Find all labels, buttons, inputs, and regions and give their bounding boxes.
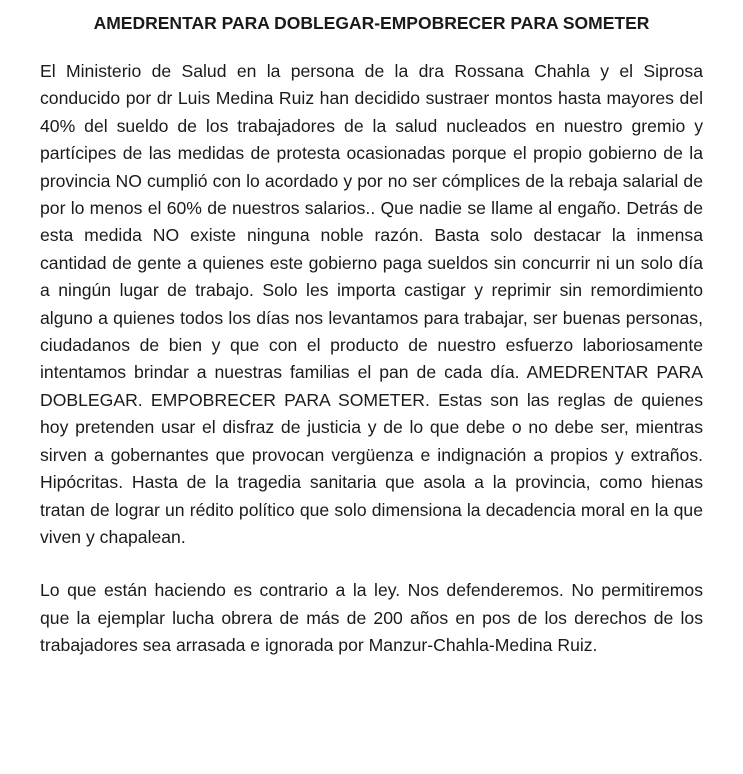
body-paragraph-1: El Ministerio de Salud en la persona de la dra Rossana Chahla y el Siprosa conducido por dr Luis Medina Ruiz han decidido sustraer montos hasta mayores del 40% del sueldo de los trabajadores de la salud nucleados en nuestro gremio y partícipes de las medidas de protesta ocasionadas porque el propio gobierno de la provincia NO cumplió con lo acordado y por no ser cómplices de la rebaja salarial de por lo menos el 60% de nuestros salarios.. Que nadie se llame al engaño. Detrás de esta medida NO existe ninguna noble razón. Basta solo destacar la inmensa cantidad de gente a quienes este gobierno paga sueldos sin concurrir ni un solo día a ningún lugar de trabajo. Solo les importa castigar y reprimir sin remordimiento alguno a quienes todos los días nos levantamos para trabajar, ser buenas personas, ciudadanos de bien y que con el producto de nuestro esfuerzo laboriosamente intentamos brindar a nuestras familias el pan de cada día. AMEDRENTAR PARA DOBLEGAR. EMPOBRECER PARA SOMETER. Estas son las reglas de quienes hoy pretenden usar el disfraz de justicia y de lo que debe o no debe ser, mientras sirven a gobernantes que provocan vergüenza e indignación a propios y extraños. Hipócritas. Hasta de la tragedia sanitaria que asola a la provincia, como hienas tratan de lograr un rédito político que solo dimensiona la decadencia moral en la que viven y chapalean. (40, 61, 703, 547)
document-title: AMEDRENTAR PARA DOBLEGAR-EMPOBRECER PARA SOMETER (93, 13, 650, 33)
body-paragraph-2: Lo que están haciendo es contrario a la ley. Nos defenderemos. No permitiremos que la ejemplar lucha obrera de más de 200 años en pos de los derechos de los trabajadores sea arrasada e ignorada por Manzur-Chahla-Medina Ruiz. (40, 580, 703, 656)
